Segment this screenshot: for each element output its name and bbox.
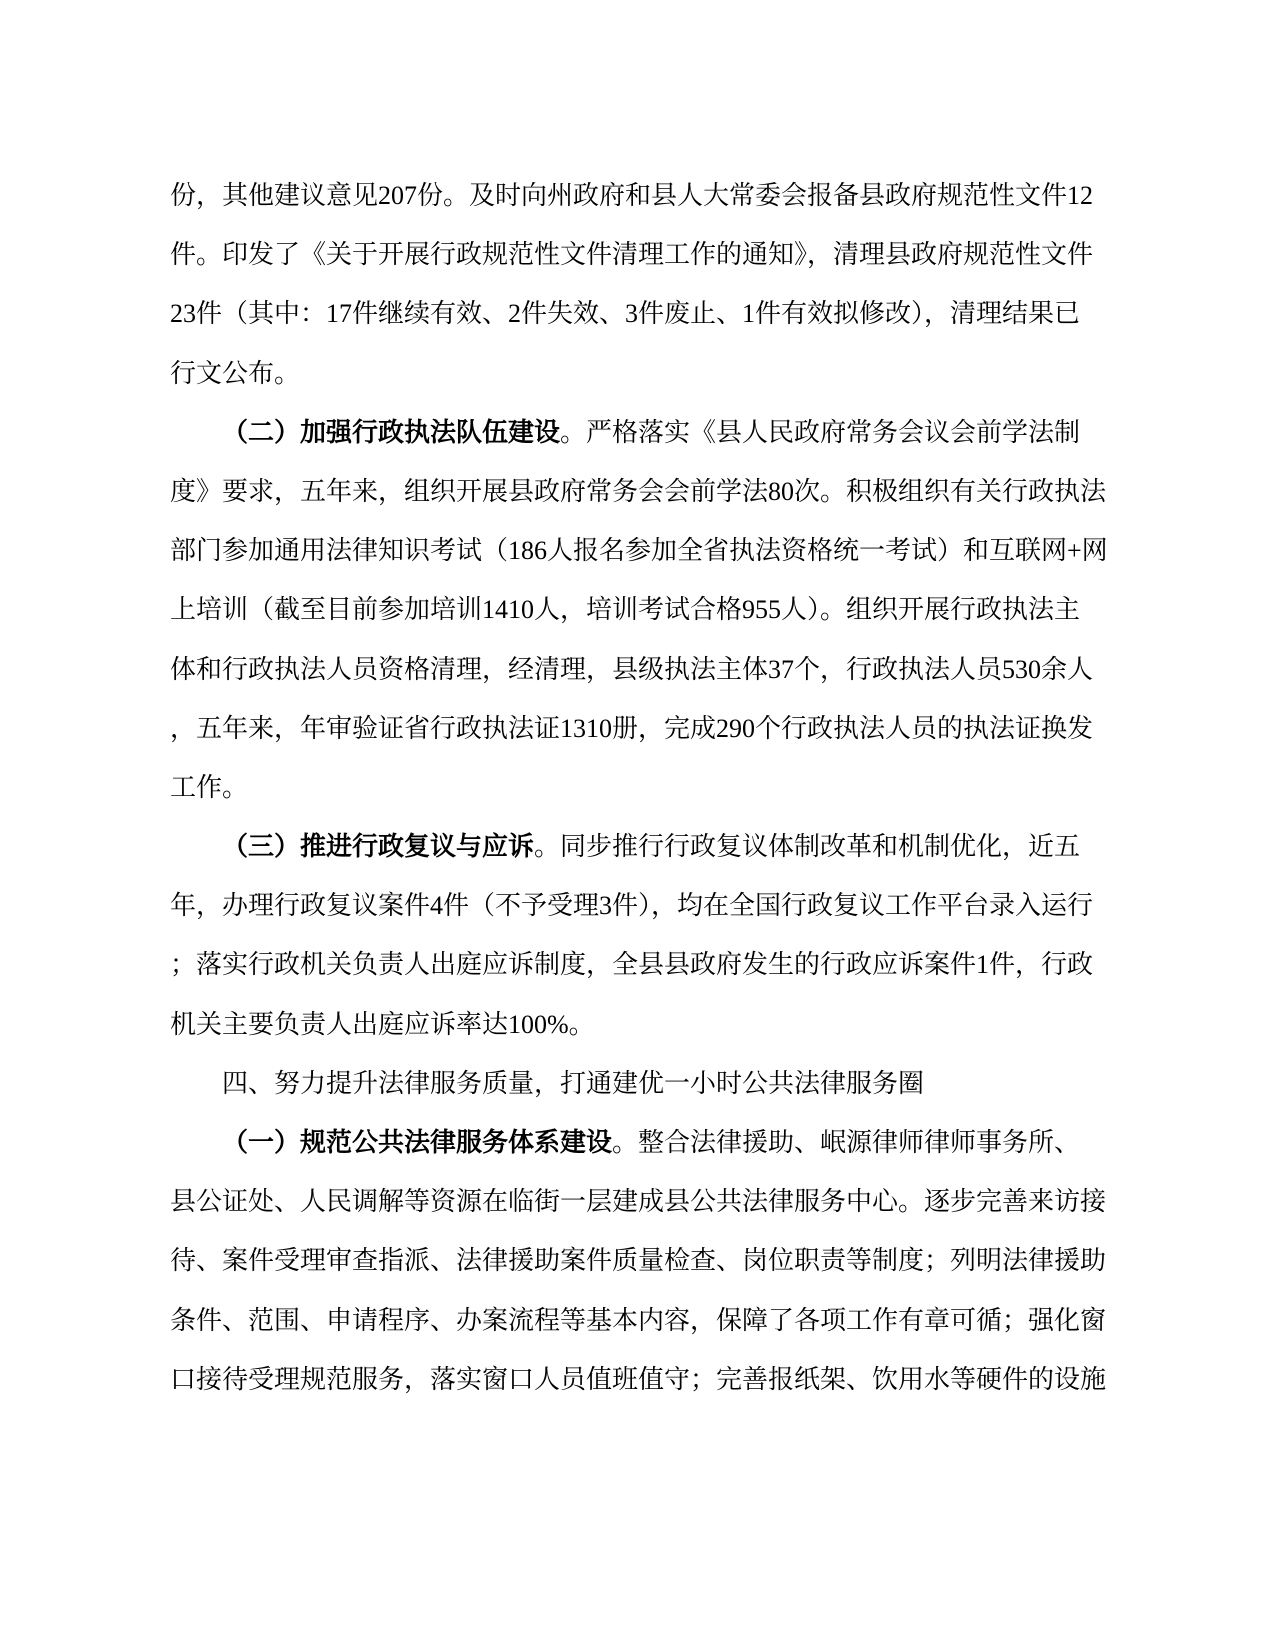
text-line (170, 1113, 1110, 1172)
text-line (170, 817, 1110, 876)
text-line (170, 1054, 1110, 1113)
body-text-run: 行文公布。 (170, 358, 301, 388)
body-text-run: 23件（其中：17件继续有效、2件失效、3件废止、1件有效拟修改），清理结果已 (170, 299, 1081, 329)
text-line (170, 640, 1110, 699)
text-line (170, 580, 1110, 639)
body-text-run: 年，办理行政复议案件4件（不予受理3件），均在全国行政复议工作平台录入运行 (170, 891, 1094, 921)
body-text-run: ，五年来，年审验证省行政执法证1310册，完成290个行政执法人员的执法证换发 (170, 713, 1094, 743)
text-line (170, 876, 1110, 935)
body-text-run: 上培训（截至目前参加培训1410人，培训考试合格955人）。组织开展行政执法主 (170, 595, 1081, 625)
body-text-run: ；落实行政机关负责人出庭应诉制度，全县县政府发生的行政应诉案件1件，行政 (170, 950, 1094, 980)
text-line (170, 758, 1110, 817)
body-text-run: 件。印发了《关于开展行政规范性文件清理工作的通知》，清理县政府规范性文件 (170, 240, 1094, 270)
body-text-run: 待、案件受理审查指派、法律援助案件质量检查、岗位职责等制度；列明法律援助 (170, 1246, 1107, 1276)
text-line (170, 1350, 1110, 1409)
text-line (170, 995, 1110, 1054)
text-line (170, 1231, 1110, 1290)
text-line (170, 521, 1110, 580)
body-text-run: 口接待受理规范服务，落实窗口人员值班值守；完善报纸架、饮用水等硬件的设施 (170, 1364, 1107, 1394)
body-text-run: 份，其他建议意见207份。及时向州政府和县人大常委会报备县政府规范性文件12 (170, 181, 1094, 210)
body-text-run: 条件、范围、申请程序、办案流程等基本内容，保障了各项工作有章可循；强化窗 (170, 1305, 1107, 1335)
section-heading-run: （二）加强行政执法队伍建设 (222, 417, 561, 447)
text-line (170, 284, 1110, 343)
body-text-run: 工作。 (170, 772, 249, 802)
body-text-run: 。同步推行行政复议体制改革和机制优化，近五 (534, 832, 1081, 862)
section-heading-run: （一）规范公共法律服务体系建设 (222, 1128, 613, 1157)
text-line (170, 1291, 1110, 1350)
text-line (170, 166, 1110, 225)
body-text-run: 县公证处、人民调解等资源在临街一层建成县公共法律服务中心。逐步完善来访接 (170, 1187, 1107, 1217)
document-text-block (170, 166, 1110, 1409)
text-line (170, 935, 1110, 994)
body-text-run: 机关主要负责人出庭应诉率达100%。 (170, 1009, 595, 1039)
text-line (170, 462, 1110, 521)
section-heading-run: （三）推进行政复议与应诉 (222, 832, 535, 862)
text-line (170, 1172, 1110, 1231)
body-text-run: 部门参加通用法律知识考试（186人报名参加全省执法资格统一考试）和互联网+网 (170, 536, 1108, 566)
text-line (170, 403, 1110, 462)
body-text-run: 度》要求，五年来，组织开展县政府常务会会前学法80次。积极组织有关行政执法 (170, 476, 1107, 506)
text-line (170, 699, 1110, 758)
body-text-run: 体和行政执法人员资格清理，经清理，县级执法主体37个，行政执法人员530余人 (170, 654, 1094, 684)
body-text-run: 。整合法律援助、岷源律师律师事务所、 (612, 1128, 1081, 1157)
body-text-run: 。严格落实《县人民政府常务会议会前学法制 (560, 417, 1081, 447)
text-line (170, 225, 1110, 284)
body-text-run: 四、努力提升法律服务质量，打通建优一小时公共法律服务圈 (222, 1068, 925, 1098)
text-line (170, 344, 1110, 403)
